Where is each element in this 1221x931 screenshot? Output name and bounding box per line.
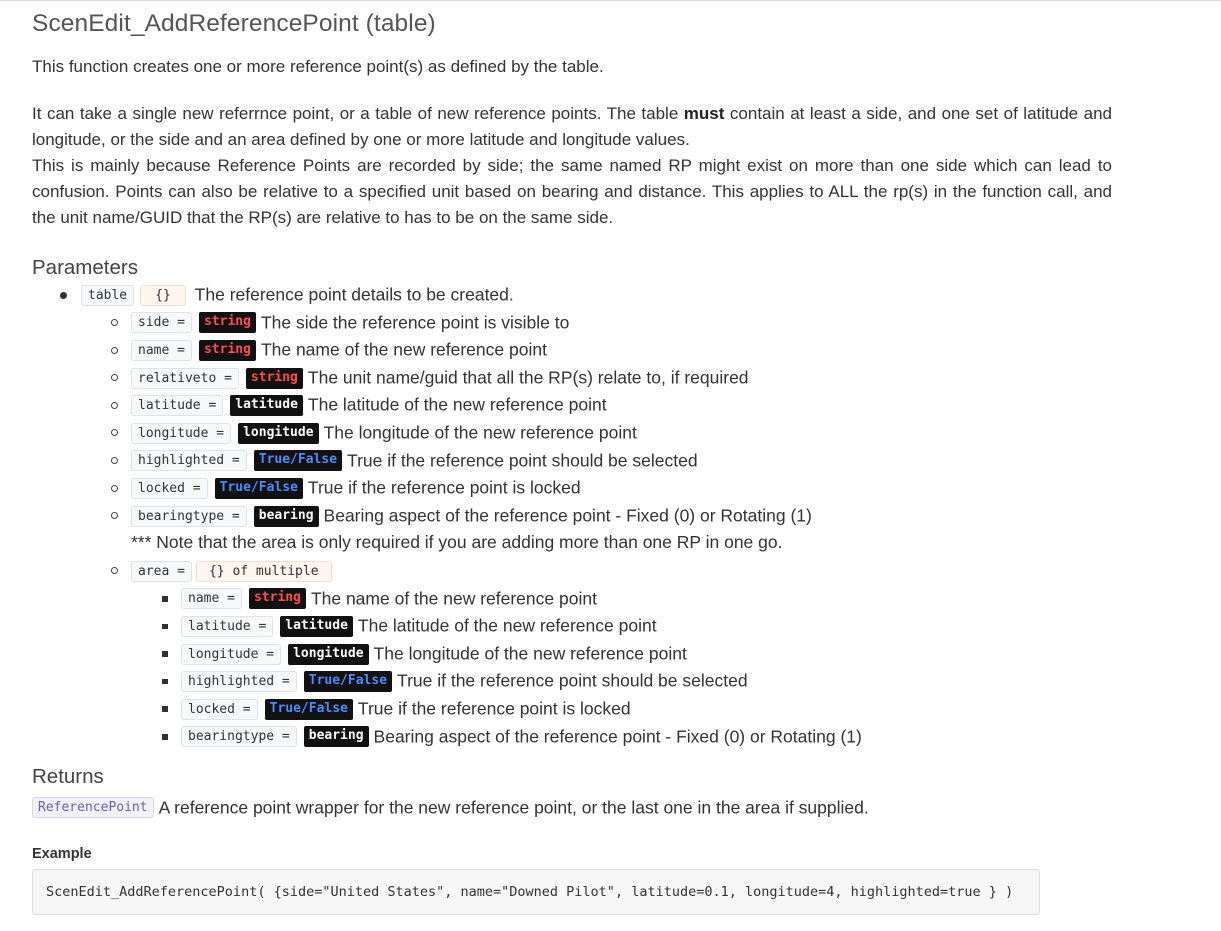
field-name: latitude = <box>131 395 223 416</box>
field-name: name = <box>181 588 242 609</box>
field-row <box>32 585 1112 613</box>
field-name: relativeto = <box>131 368 239 389</box>
field-type: {} of multiple <box>196 561 332 582</box>
description-line2: This is mainly because Reference Points are recorded by side; the same named RP might exist on more than one side which can lead to confusion. Points can also be relative to a specified unit based on bearing and distance. This applies to ALL the rp(s) in the function call, and the unit name/GUID that the RP(s) are relative to has to be on the same side. <box>32 156 1112 227</box>
field-name: longitude = <box>131 423 231 444</box>
param-name: table <box>81 285 134 306</box>
field-row <box>32 695 1112 723</box>
field-name: locked = <box>131 478 208 499</box>
field-row <box>32 723 1112 751</box>
field-row <box>32 612 1112 640</box>
field-name: bearingtype = <box>181 726 297 747</box>
type-badge: True/False <box>304 671 392 692</box>
field-desc: The side the reference point is visible to <box>260 312 570 333</box>
disc-bullet <box>60 292 67 299</box>
field-name: name = <box>131 340 192 361</box>
intro-text: This function creates one or more reference point(s) as defined by the table. <box>32 57 604 76</box>
field-name: longitude = <box>181 644 281 665</box>
doc-page <box>32 8 1112 915</box>
field-row <box>32 419 1112 447</box>
square-bullet <box>162 624 168 630</box>
description-emphasis: must <box>683 104 725 123</box>
type-badge: string <box>249 588 306 609</box>
type-badge: True/False <box>265 699 353 720</box>
field-desc: True if the reference point should be selected <box>397 670 748 691</box>
type-badge: latitude <box>230 395 303 416</box>
field-row <box>32 391 1112 419</box>
description-part2: contain at least a side, and one set of latitude and longitude, or the side and an area defined by one or more latitude and longitude values. <box>32 104 1112 149</box>
field-name: area = <box>131 561 192 582</box>
param-table <box>32 281 1112 309</box>
field-desc: The name of the new reference point <box>310 588 597 609</box>
description-part1: It can take a single new referrnce point, or a table of new reference points. The table <box>32 104 684 123</box>
field-row <box>32 640 1112 668</box>
field-desc: True if the reference point is locked <box>357 698 631 719</box>
type-badge: string <box>199 312 256 333</box>
type-badge: longitude <box>288 644 368 665</box>
field-row <box>32 447 1112 475</box>
returns-heading: Returns <box>32 765 104 789</box>
field-name: highlighted = <box>131 450 247 471</box>
type-badge: latitude <box>280 616 353 637</box>
circle-bullet <box>111 567 118 574</box>
type-badge: longitude <box>238 423 318 444</box>
circle-bullet <box>111 374 118 381</box>
area-fields-list <box>32 585 1112 751</box>
field-desc: The longitude of the new reference point <box>323 422 637 443</box>
parameters-heading: Parameters <box>32 256 138 279</box>
field-desc: The longitude of the new reference point <box>373 643 687 664</box>
field-row <box>32 336 1112 364</box>
field-name: side = <box>131 312 192 333</box>
field-row <box>32 667 1112 695</box>
field-desc: The latitude of the new reference point <box>307 394 607 415</box>
return-type: ReferencePoint <box>32 797 154 818</box>
top-divider <box>0 0 1221 1</box>
field-row <box>32 502 1112 530</box>
field-row <box>32 309 1112 337</box>
field-name: locked = <box>181 699 258 720</box>
type-badge: string <box>199 340 256 361</box>
circle-bullet <box>111 402 118 409</box>
field-desc: The unit name/guid that all the RP(s) relate to, if required <box>307 367 749 388</box>
example-heading: Example <box>32 846 92 863</box>
field-desc: The name of the new reference point <box>260 339 547 360</box>
description <box>32 101 1112 231</box>
field-row <box>32 474 1112 502</box>
field-desc: The latitude of the new reference point <box>357 615 657 636</box>
field-name: bearingtype = <box>131 506 247 527</box>
area-list <box>32 557 1112 585</box>
returns-row <box>32 792 1112 820</box>
table-fields-list <box>32 309 1112 530</box>
circle-bullet <box>111 485 118 492</box>
field-name: highlighted = <box>181 671 297 692</box>
type-badge: bearing <box>304 726 369 747</box>
param-type: {} <box>140 285 186 306</box>
field-name: latitude = <box>181 616 273 637</box>
square-bullet <box>162 596 168 602</box>
field-desc: True if the reference point is locked <box>307 477 581 498</box>
field-desc: Bearing aspect of the reference point - Fixed (0) or Rotating (1) <box>373 726 862 747</box>
parameters-list <box>32 281 1112 309</box>
field-desc: Bearing aspect of the reference point - Fixed (0) or Rotating (1) <box>323 505 812 526</box>
field-desc: True if the reference point should be selected <box>347 450 698 471</box>
circle-bullet <box>111 457 118 464</box>
square-bullet <box>162 651 168 657</box>
circle-bullet <box>111 429 118 436</box>
page-title: ScenEdit_AddReferencePoint (table) <box>32 10 436 37</box>
area-note: *** Note that the area is only required if you are adding more than one RP in one go. <box>131 532 783 553</box>
return-desc: A reference point wrapper for the new reference point, or the last one in the area if supplied. <box>158 797 869 818</box>
param-desc: The reference point details to be created. <box>194 284 514 305</box>
circle-bullet <box>111 512 118 519</box>
example-code-block: ScenEdit_AddReferencePoint( {side="United States", name="Downed Pilot", latitude=0.1, longitude=4, highlighted=true } ) <box>32 869 1040 915</box>
type-badge: string <box>246 368 303 389</box>
field-row <box>32 364 1112 392</box>
type-badge: True/False <box>254 450 342 471</box>
circle-bullet <box>111 319 118 326</box>
type-badge: True/False <box>215 478 303 499</box>
circle-bullet <box>111 347 118 354</box>
type-badge: bearing <box>254 506 319 527</box>
square-bullet <box>162 679 168 685</box>
square-bullet <box>162 706 168 712</box>
param-area <box>32 557 1112 585</box>
square-bullet <box>162 734 168 740</box>
